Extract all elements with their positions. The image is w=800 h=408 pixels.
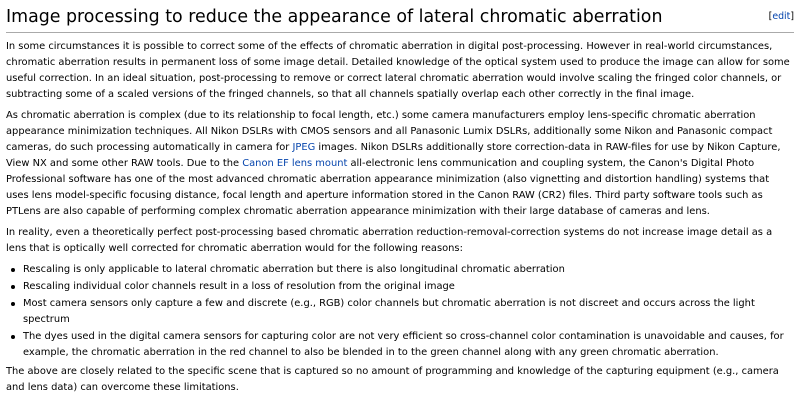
bullet-icon [11, 335, 15, 339]
bullet-icon [11, 285, 15, 289]
reasons-list [6, 262, 794, 361]
list-item-text: Most camera sensors only capture a few and discrete (e.g., RGB) color channels but chromatic aberration is not discreet and occurs across the light spectrum [23, 298, 755, 325]
list-item [23, 262, 794, 278]
list-item [23, 279, 794, 295]
bullet-icon [11, 268, 15, 272]
list-item [23, 296, 794, 328]
section-title: Image processing to reduce the appearance of lateral chromatic aberration [6, 7, 663, 27]
edit-bracket-close: ] [790, 11, 794, 22]
jpeg-link[interactable]: JPEG [292, 142, 316, 153]
paragraph-manufacturers-part2: images. Nikon DSLRs additionally store correction-data in RAW-files for use by Nikon Capture, View NX and some other RAW tools. Due to the [6, 142, 781, 169]
edit-section-control [769, 11, 794, 23]
canon-ef-lens-mount-link[interactable]: Canon EF lens mount [242, 158, 348, 169]
paragraph-reality: In reality, even a theoretically perfect post-processing based chromatic aberration reduction-removal-correction systems do not increase image detail as a lens that is optically well corrected for chromatic aberration would for the following reasons: [6, 227, 773, 254]
paragraph-conclusion: The above are closely related to the specific scene that is captured so no amount of programming and knowledge of the capturing equipment (e.g., camera and lens data) can overcome these limitations. [6, 366, 779, 393]
paragraph-manufacturers-part3: all-electronic lens communication and coupling system, the Canon's Digital Photo Professional software has one of the most advanced chromatic aberration appearance minimization (also vignetting and distortion handling) systems that uses lens model-specific focusing distance, focal length and aperture information stored in the Canon RAW (CR2) files. Third party software tools such as PTLens are also capable of performing complex chromatic aberration appearance minimization with their large database of cameras and lens. [6, 158, 770, 217]
section-heading-row [6, 4, 794, 33]
paragraph-intro: In some circumstances it is possible to correct some of the effects of chromatic aberration in digital post-processing. However in real-world circumstances, chromatic aberration results in permanent loss of some image detail. Detailed knowledge of the optical system used to produce the image can allow for some useful correction. In an ideal situation, post-processing to remove or correct lateral chromatic aberration would involve scaling the fringed color channels, or subtracting some of a scaled versions of the fringed channels, so that all channels spatially overlap each other correctly in the final image. [6, 41, 790, 100]
paragraph-manufacturers [6, 108, 794, 220]
paragraph-manufacturers-part1: As chromatic aberration is complex (due to its relationship to focal length, etc.) some camera manufacturers employ lens-specific chromatic aberration appearance minimization techniques. All Nikon DSLRs with CMOS sensors and all Panasonic Lumix DSLRs, additionally some Nikon and Panasonic compact cameras, do such processing automatically in camera for [6, 110, 773, 153]
list-item-text: Rescaling individual color channels result in a loss of resolution from the original image [23, 281, 455, 292]
bullet-icon [11, 302, 15, 306]
list-item-text: Rescaling is only applicable to lateral chromatic aberration but there is also longitudinal chromatic aberration [23, 264, 565, 275]
edit-link[interactable]: edit [772, 11, 791, 22]
list-item [23, 329, 794, 361]
edit-bracket-open: [ [768, 11, 773, 22]
list-item-text: The dyes used in the digital camera sensors for capturing color are not very efficient so cross-channel color contamination is unavoidable and causes, for example, the chromatic aberration in the red channel to also be blended in to the green channel along with any green chromatic aberration. [23, 331, 784, 358]
article-section [6, 4, 794, 401]
